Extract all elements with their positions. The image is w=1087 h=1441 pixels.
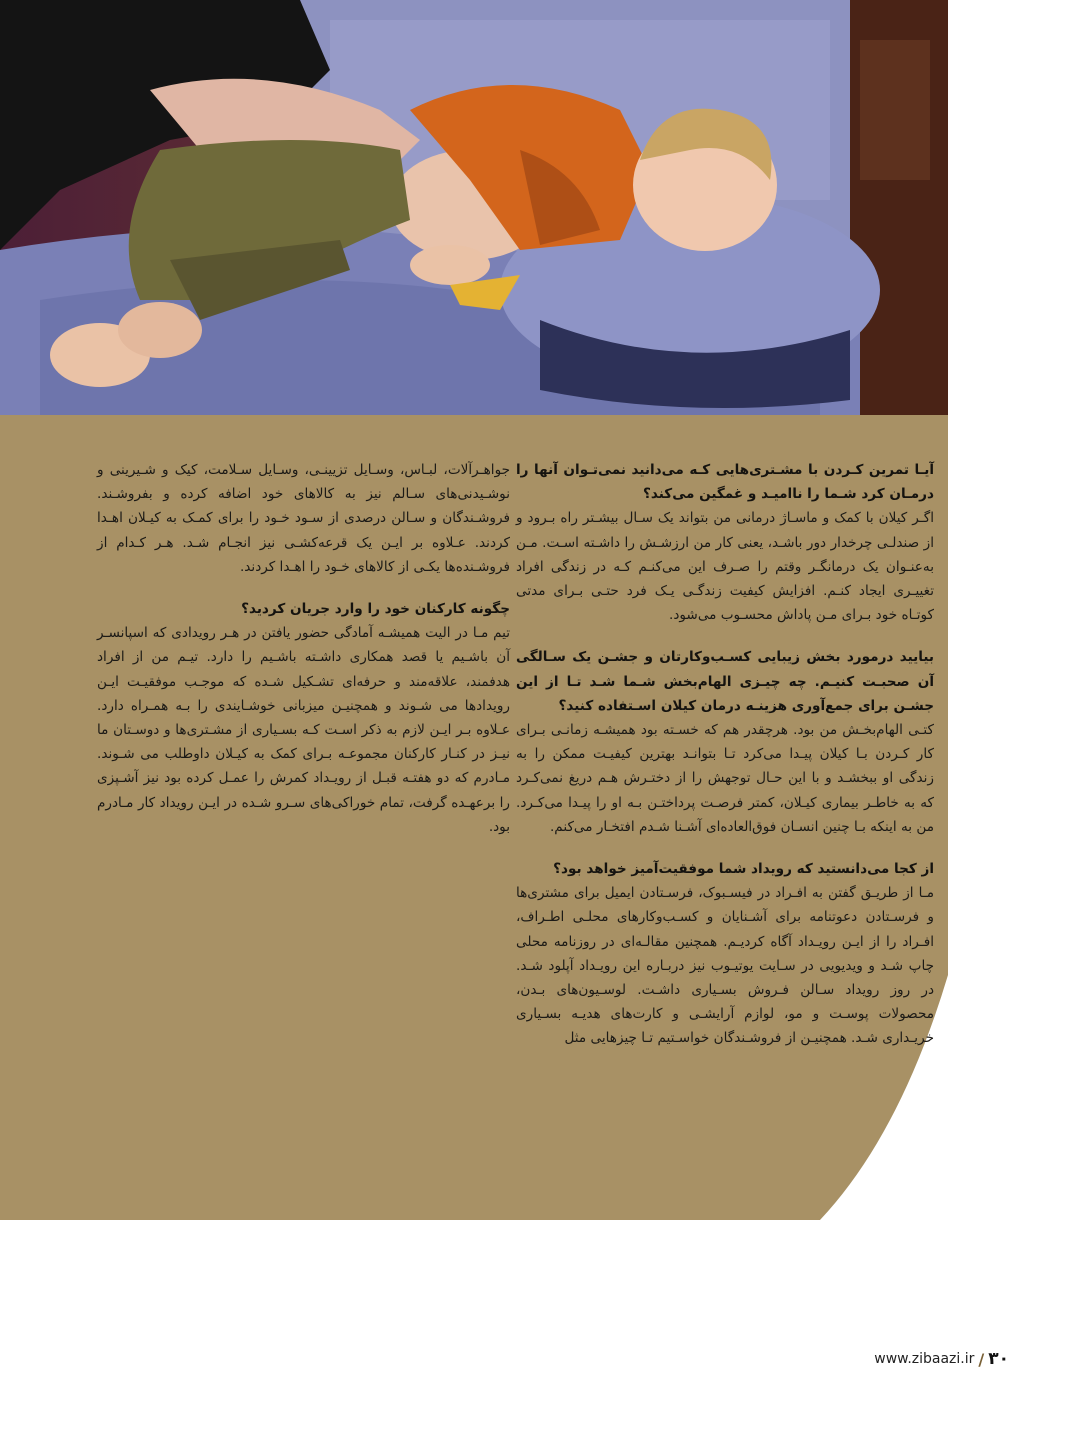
- website-link[interactable]: www.zibaazi.ir: [874, 1351, 975, 1367]
- section-3: [516, 857, 934, 1051]
- section-1: [516, 458, 934, 627]
- article-left-column: [97, 458, 510, 857]
- section-body: کتـی الهام‌بخـش من بود. هرچقدر هم که خسـته بود همیشـه زمانـی بـرای کار کـردن بـا کیلان پیـدا می‌کرد تـا بتوانـد بهترین کیفیـت ممکن را به زندگی او ببخشـد و با این حـال توجهش را از دختـرش هـم دریغ نمی‌کـرد که به خاطـر بیماری کیـلان، کمتر فرصـت پرداختـن بـه او را پیـدا می‌کـرد. من به اینکه بـا چنین انسـان فوق‌العاده‌ای آشـنا شـدم افتخـار می‌کنم.: [516, 722, 934, 835]
- section-heading: چگونه کارکنان خود را وارد جریان کردید؟: [241, 601, 510, 618]
- footer-separator: /: [978, 1349, 985, 1369]
- article-right-column: [516, 458, 934, 1069]
- section-body: جواهـرآلات، لبـاس، وسـایل تزیینـی، وسـایل سـلامت، کیک و شـیرینی و نوشـیدنی‌های سـالم نیز به کالاهای خود اضافه کرده و بفروشـند. فروشـندگان و سـالن درصدی از سـود خـود را برای کمـک به کیـلان اهـدا کردند. عـلاوه بر ایـن یک قرعه‌کشـی نیز انجـام شـد. هـر کـدام از فروشـنده‌ها یکـی از کالاهای خـود را اهـدا کردند.: [97, 462, 510, 575]
- page-number: ۳۰: [988, 1349, 1009, 1369]
- section-heading: بیایید درمورد بخش زیبایی کسـب‌وکارتان و جشـن یک سـالگی آن صحبـت کنیـم. چه چیـزی الهام‌بخش شـما شـد تـا از این جشـن برای جمع‌آوری هزینـه درمان کیلان اسـتفاده کنید؟: [516, 649, 934, 714]
- section-heading: آیـا تمرین کـردن با مشـتری‌هایی کـه می‌دانید نمی‌تـوان آنها را درمـان کرد شـما را ناامیـد و غمگین می‌کند؟: [516, 462, 934, 503]
- section-body: مـا از طریـق گفتن به افـراد در فیسـبوک، فرسـتادن ایمیل برای مشتری‌ها و فرسـتادن دعوتنامه برای آشـنایان و کسـب‌وکارهای محلـی اطـراف، افـراد را از ایـن رویـداد آگاه کردیـم. همچنین مقالـه‌ای در روزنامه محلی چاپ شـد و ویدیویی در سـایت یوتیـوب نیز دربـاره این رویـداد آپلود شـد. در روز رویداد سـالن فـروش بسـیاری داشـت. لوسـیون‌های بـدن، محصولات پوسـت و مو، لوازم آرایشـی و کارت‌های هدیـه بسـیاری خریـداری شـد. همچنیـن از فروشـندگان خواسـتیم تـا چیزهایی مثل: [516, 885, 934, 1047]
- photo-child-massage-icon: [0, 0, 948, 415]
- page-footer: [874, 1349, 1009, 1369]
- section-body: اگـر کیلان با کمک و ماسـاژ درمانی من بتواند یک سـال بیشـتر راه بـرود و از صندلـی چرخدار دور باشـد، یعنی کار من ارزشـش را داشـته اسـت. مـن به‌عنـوان یک درمانگـر وقتم را صـرف این می‌کنـم کـه در زندگی افراد تغییـری ایجاد کنـم. افزایش کیفیت زندگـی یـک فرد حتـی بـرای مدتی کوتـاه خود بـرای مـن پاداش محسـوب می‌شود.: [516, 510, 934, 624]
- section-body: تیم مـا در الیت همیشـه آمادگی حضور یافتن در هـر رویدادی که اسپانسـر آن باشـیم یا قصد همکاری داشـته باشـیم را دارد. تیـم من از افراد هدفمند، علاقه‌مند و حرفه‌ای تشـکیل شـده که موجـب موفقیـت ایـن رویدادها می شـوند و همچنیـن میزبانی خوشـایندی را بـه همـراه دارد. عـلاوه بـر ایـن لازم به ذکر اسـت کـه بسـیاری از مشـتری‌ها و دوسـتان ما نیـز در کنـار کارکنان مجموعـه بـرای کمک به کیـلان داوطلب می شـوند. مـادرم که دو هفتـه قبـل از رویـداد کمرش را عمـل کرده بود نیز آشـپزی را برعهـده گرفت، تمام خوراکی‌های سـرو شـده در ایـن رویداد کار مـادرم بود.: [97, 625, 510, 835]
- article-photo: [0, 0, 948, 415]
- section-heading: از کجا می‌دانستید که رویداد شما موفقیت‌آمیز خواهد بود؟: [553, 861, 934, 878]
- section-2: [516, 645, 934, 839]
- section-4: [97, 597, 510, 839]
- section-continued: [97, 458, 510, 579]
